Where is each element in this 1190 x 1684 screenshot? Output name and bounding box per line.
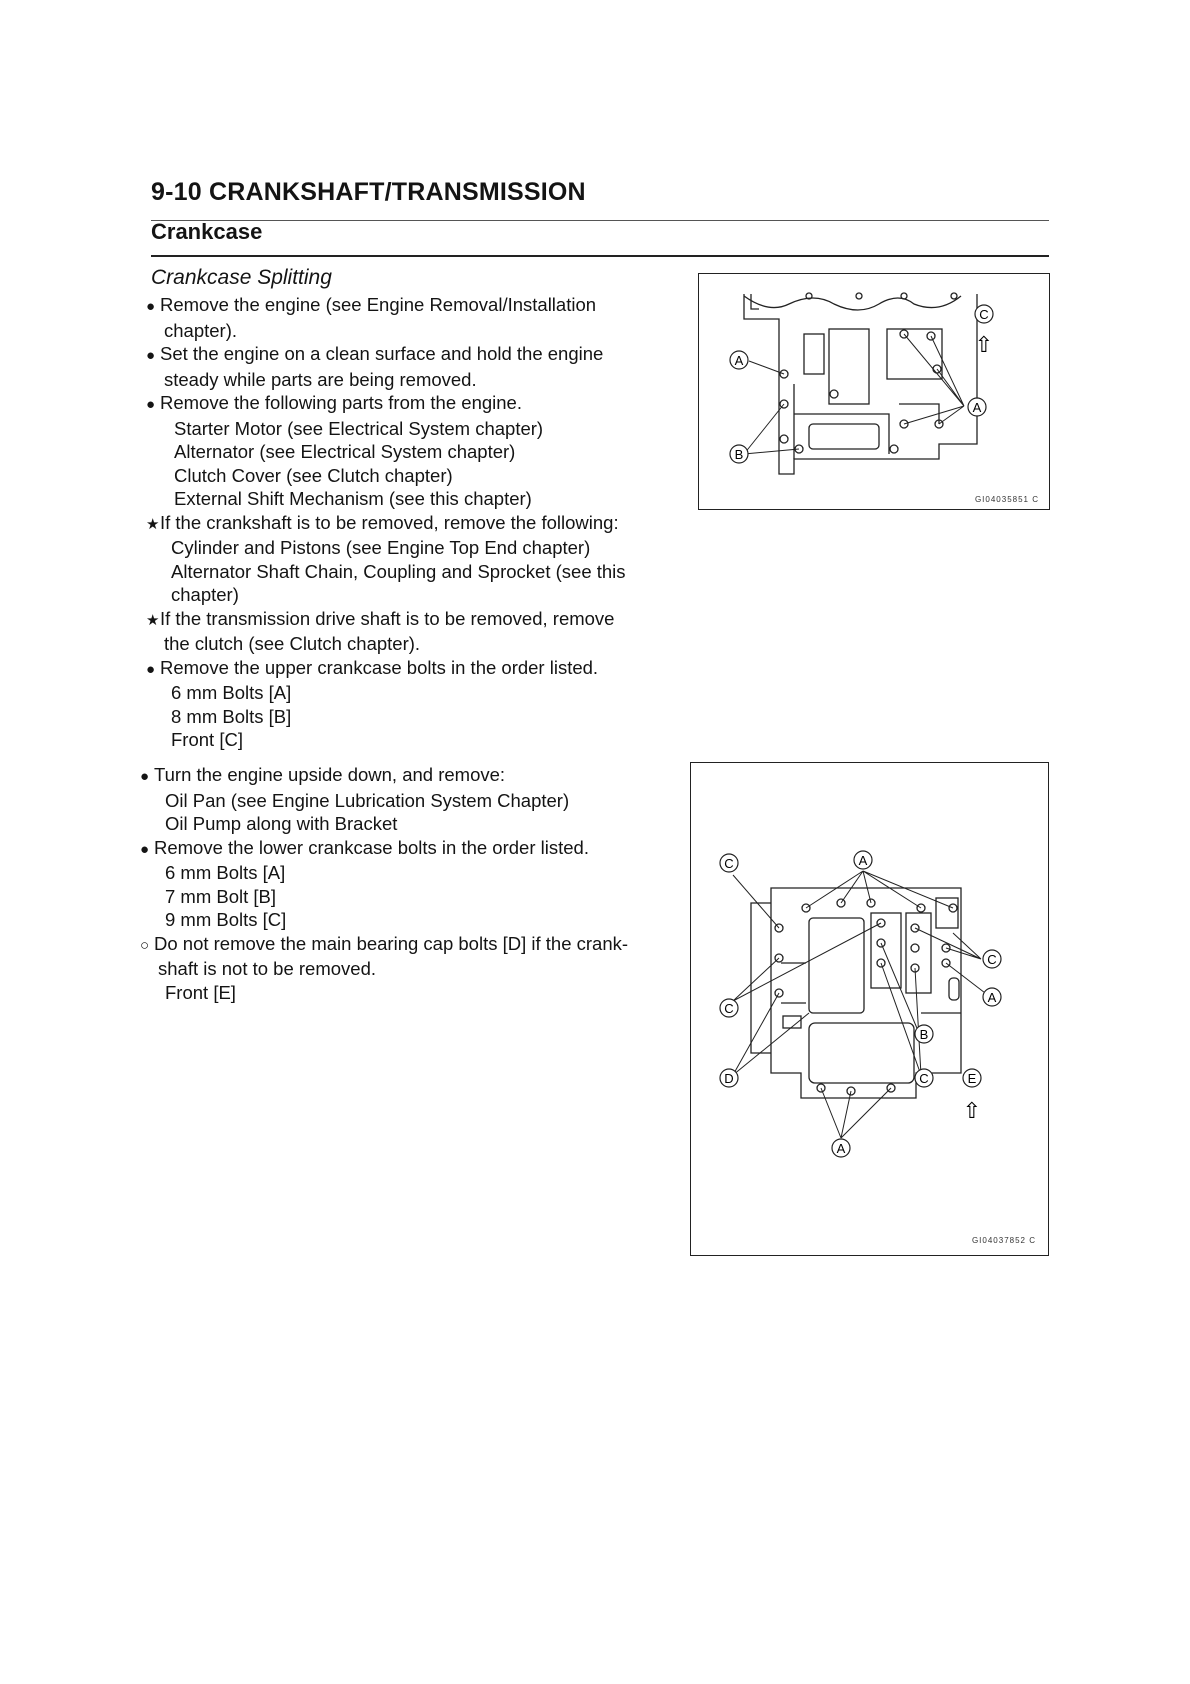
callout-a-label: A bbox=[972, 400, 982, 415]
lower-crankcase-diagram bbox=[691, 763, 1048, 1255]
instruction-line: ○ Do not remove the main bearing cap bolts [D] if the crank- bbox=[140, 932, 629, 954]
instruction-line: Alternator Shaft Chain, Coupling and Sprocket (see this bbox=[171, 560, 626, 582]
callout-b-label: B bbox=[734, 447, 744, 462]
instruction-line: ● Turn the engine upside down, and remove: bbox=[140, 764, 506, 785]
header-rule bbox=[151, 220, 1049, 221]
figure-lower-crankcase bbox=[690, 762, 1049, 1256]
instruction-line: the clutch (see Clutch chapter). bbox=[164, 633, 421, 654]
instruction-line: 6 mm Bolts [A] bbox=[165, 862, 286, 883]
instruction-line: 9 mm Bolts [C] bbox=[165, 909, 287, 930]
instruction-line: steady while parts are being removed. bbox=[164, 368, 477, 390]
instruction-line: Clutch Cover (see Clutch chapter) bbox=[174, 464, 453, 486]
instruction-line: shaft is not to be removed. bbox=[158, 958, 377, 979]
callout-c-label: C bbox=[987, 952, 997, 967]
instruction-line: ● Remove the engine (see Engine Removal/Installation bbox=[146, 294, 597, 315]
callout-e-label: E bbox=[967, 1071, 977, 1086]
instruction-line: 6 mm Bolts [A] bbox=[171, 682, 292, 703]
instruction-line: chapter) bbox=[171, 584, 239, 605]
chapter-title: 9-10 CRANKSHAFT/TRANSMISSION bbox=[151, 178, 586, 206]
figure-code: GI04037852 C bbox=[971, 1236, 1036, 1245]
callout-c-label: C bbox=[979, 307, 989, 322]
instruction-line: ● Remove the following parts from the engine. bbox=[146, 392, 522, 413]
instruction-line: Alternator (see Electrical System chapter) bbox=[174, 441, 516, 462]
instruction-line: ● Remove the lower crankcase bolts in the order listed. bbox=[140, 836, 589, 858]
instruction-line: Oil Pump along with Bracket bbox=[165, 813, 398, 834]
instruction-line: Front [C] bbox=[171, 729, 243, 750]
section-title: Crankcase bbox=[151, 219, 263, 244]
front-arrow-icon: ⇧ bbox=[962, 1099, 982, 1124]
front-arrow-icon: ⇧ bbox=[974, 333, 994, 358]
instruction-line: External Shift Mechanism (see this chapter) bbox=[174, 488, 532, 509]
callout-c-label: C bbox=[919, 1071, 929, 1086]
instructions-upper bbox=[146, 293, 676, 752]
callout-b-label: B bbox=[919, 1027, 929, 1042]
instruction-line: ● Set the engine on a clean surface and hold the engine bbox=[146, 343, 604, 364]
callout-c-label: C bbox=[724, 1001, 734, 1016]
instruction-line: chapter). bbox=[164, 319, 238, 341]
callout-a-label: A bbox=[734, 353, 744, 368]
callout-d-label: D bbox=[724, 1071, 734, 1086]
section-rule bbox=[151, 255, 1049, 257]
instruction-line: ★If the transmission drive shaft is to be removed, remove bbox=[146, 607, 615, 629]
instruction-line: 7 mm Bolt [B] bbox=[165, 885, 277, 907]
upper-crankcase-diagram bbox=[699, 274, 1049, 509]
figure-upper-crankcase bbox=[698, 273, 1050, 510]
callout-a-label: A bbox=[858, 853, 868, 868]
callout-c-label: C bbox=[724, 856, 734, 871]
instruction-line: 8 mm Bolts [B] bbox=[171, 705, 292, 727]
instruction-line: ★If the crankshaft is to be removed, remove the following: bbox=[146, 511, 619, 533]
figure-code: GI04035851 C bbox=[974, 495, 1039, 504]
instruction-line: Front [E] bbox=[165, 981, 236, 1003]
instruction-line: Oil Pan (see Engine Lubrication System Chapter) bbox=[165, 789, 570, 811]
instructions-lower bbox=[140, 763, 670, 1004]
instruction-line: Starter Motor (see Electrical System chapter) bbox=[174, 417, 544, 439]
instruction-line: ● Remove the upper crankcase bolts in the order listed. bbox=[146, 656, 599, 678]
subheading: Crankcase Splitting bbox=[151, 266, 332, 289]
instruction-line: Cylinder and Pistons (see Engine Top End chapter) bbox=[171, 537, 591, 558]
callout-a-label: A bbox=[987, 990, 997, 1005]
callout-a-label: A bbox=[836, 1141, 846, 1156]
